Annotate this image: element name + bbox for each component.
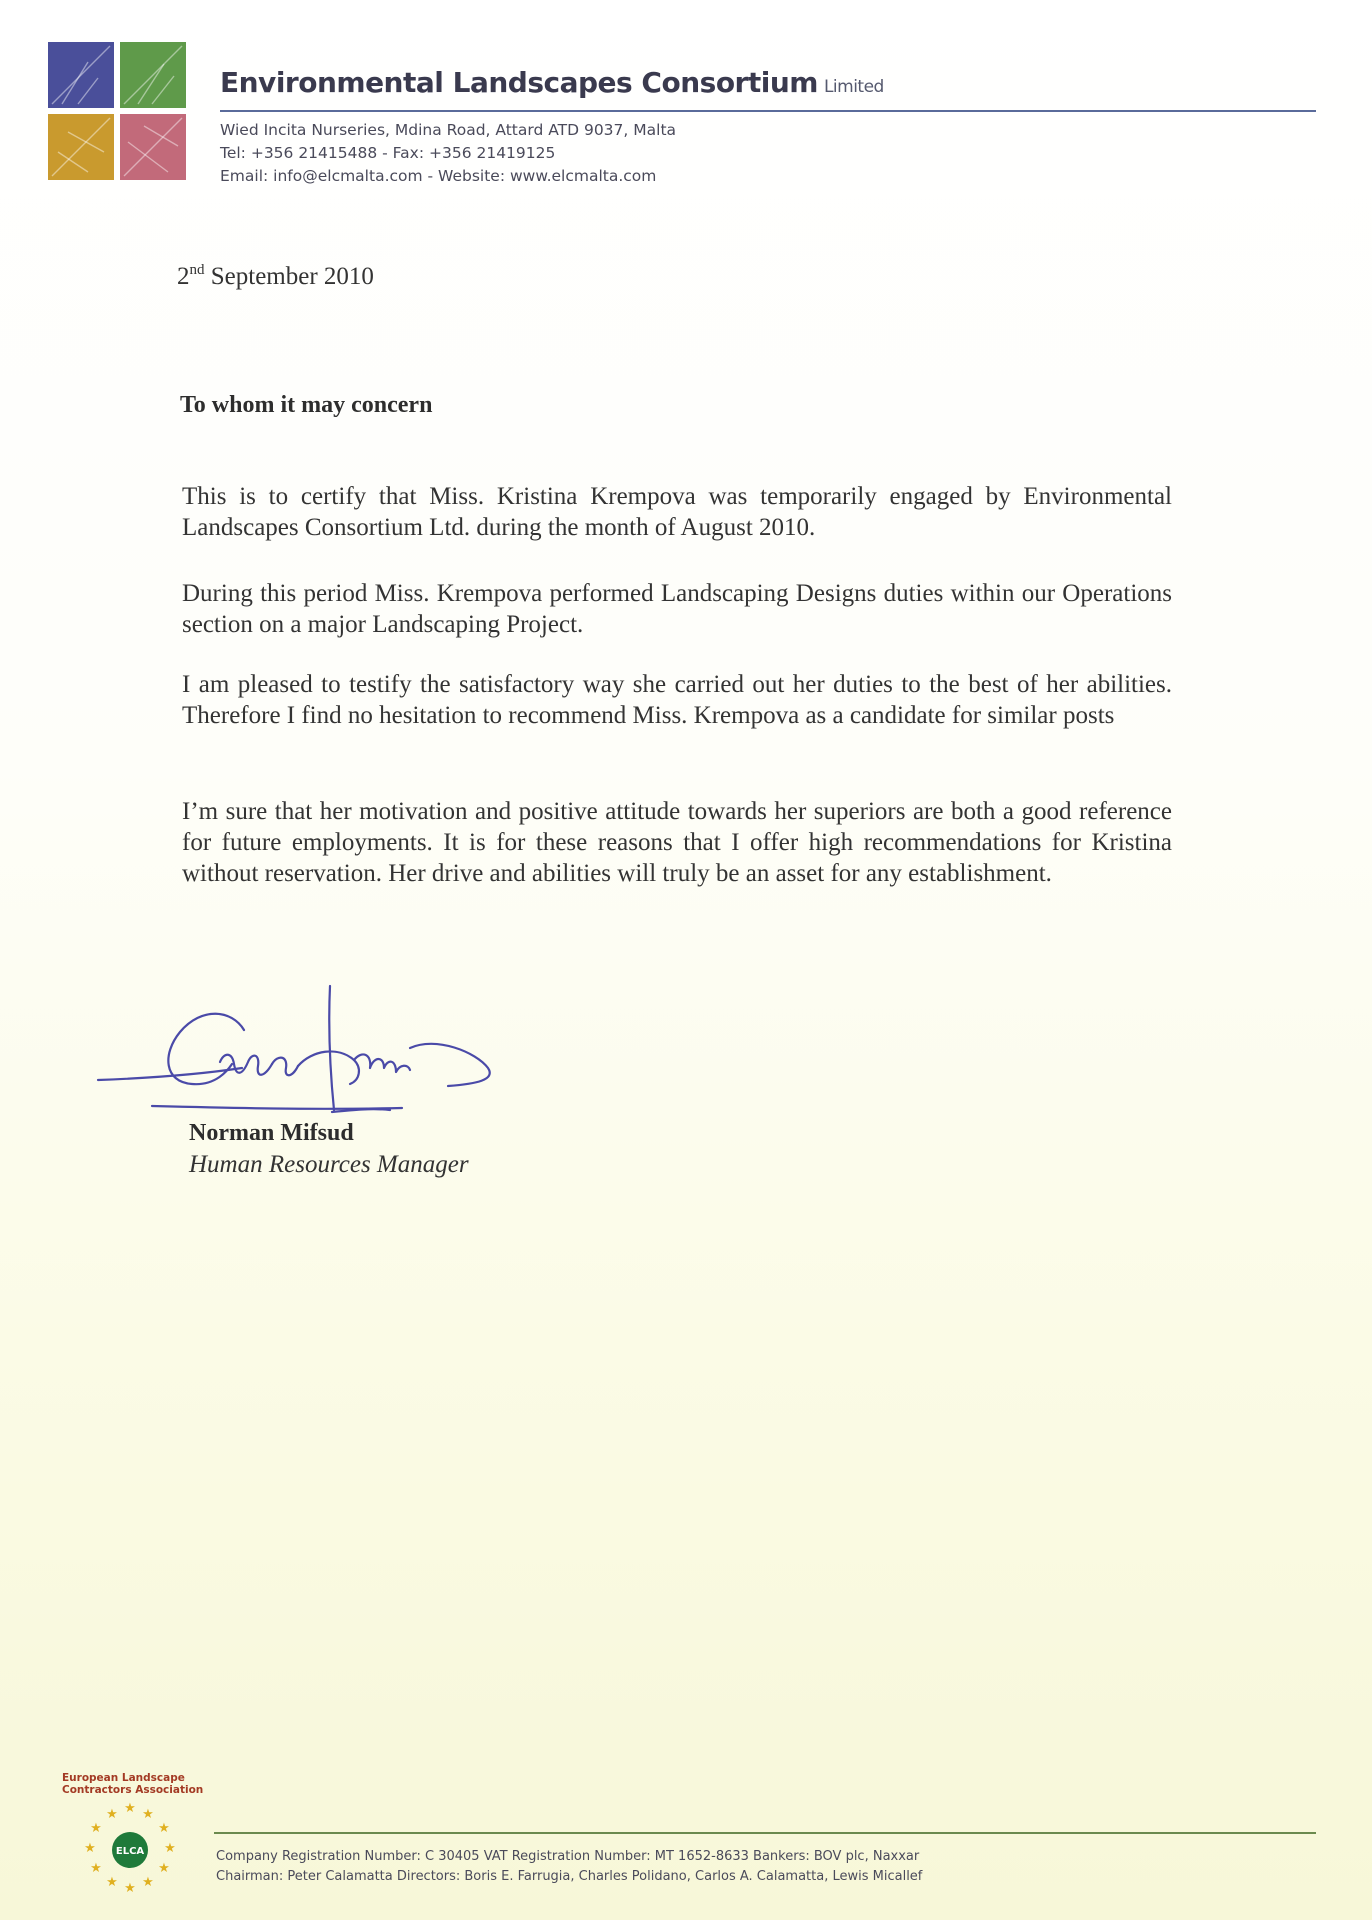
paragraph-duties: During this period Miss. Krempova performed Landscaping Designs duties within our Operations section on a major Landscaping Project. (182, 580, 1172, 638)
date-day: 2 (177, 263, 190, 290)
company-name (220, 66, 884, 99)
svg-text:★: ★ (158, 1861, 170, 1876)
company-phone-fax: Tel: +356 21415488 - Fax: +356 21419125 (220, 144, 556, 162)
leaf-mosaic-logo-icon (48, 42, 186, 180)
letter-date (177, 262, 374, 291)
svg-text:★: ★ (142, 1875, 154, 1890)
signer-title: Human Resources Manager (189, 1151, 469, 1178)
paragraph-certification: This is to certify that Miss. Kristina Krempova was temporarily engaged by Environmental Landscapes Consortium Ltd. during the month of August 2010. (182, 483, 1172, 541)
svg-text:★: ★ (106, 1807, 118, 1822)
salutation: To whom it may concern (180, 392, 433, 418)
company-address: Wied Incita Nurseries, Mdina Road, Attard ATD 9037, Malta (220, 121, 677, 139)
company-logo (48, 42, 186, 180)
svg-text:★: ★ (142, 1807, 154, 1822)
footer-officers: Chairman: Peter Calamatta Directors: Boris E. Farrugia, Charles Polidano, Carlos A. Calamatta, Lewis Micallef (216, 1869, 923, 1884)
footer-registration: Company Registration Number: C 30405 VAT Registration Number: MT 1652-8633 Bankers: BOV plc, Naxxar (216, 1849, 920, 1864)
elca-line-2: Contractors Association (62, 1784, 204, 1796)
company-suffix: Limited (823, 77, 884, 97)
svg-text:★: ★ (84, 1841, 96, 1856)
svg-text:★: ★ (90, 1821, 102, 1836)
elca-star-circle-icon (72, 1798, 188, 1898)
svg-text:★: ★ (158, 1821, 170, 1836)
elca-association-label (62, 1772, 203, 1796)
paragraph-recommendation: I am pleased to testify the satisfactory way she carried out her duties to the best of her abilities. Therefore I find no hesitation to recommend Miss. Krempova as a candidate for similar posts (182, 671, 1172, 729)
svg-text:★: ★ (106, 1875, 118, 1890)
paragraph-closing: I’m sure that her motivation and positive attitude towards her superiors are both a good reference for future employments. It is for these reasons that I offer high recommendations for Kristina without reservation. Her drive and abilities will truly be an asset for any establishment. (182, 798, 1172, 887)
svg-text:★: ★ (164, 1841, 176, 1856)
svg-text:★: ★ (90, 1861, 102, 1876)
elca-badge-text: ELCA (115, 1846, 145, 1857)
elca-seal (72, 1798, 188, 1898)
footer-divider (214, 1832, 1316, 1834)
svg-text:★: ★ (124, 1881, 136, 1896)
elca-line-1: European Landscape (62, 1772, 185, 1784)
company-name-text: Environmental Landscapes Consortium (220, 66, 818, 99)
handwritten-signature (92, 980, 512, 1140)
date-month-year: September 2010 (204, 263, 374, 290)
company-email-website: Email: info@elcmalta.com - Website: www.elcmalta.com (220, 167, 657, 185)
signature-icon (92, 980, 512, 1140)
signer-name: Norman Mifsud (189, 1120, 354, 1146)
svg-text:★: ★ (124, 1801, 136, 1816)
header-divider (220, 110, 1316, 112)
date-suffix: nd (189, 262, 205, 278)
